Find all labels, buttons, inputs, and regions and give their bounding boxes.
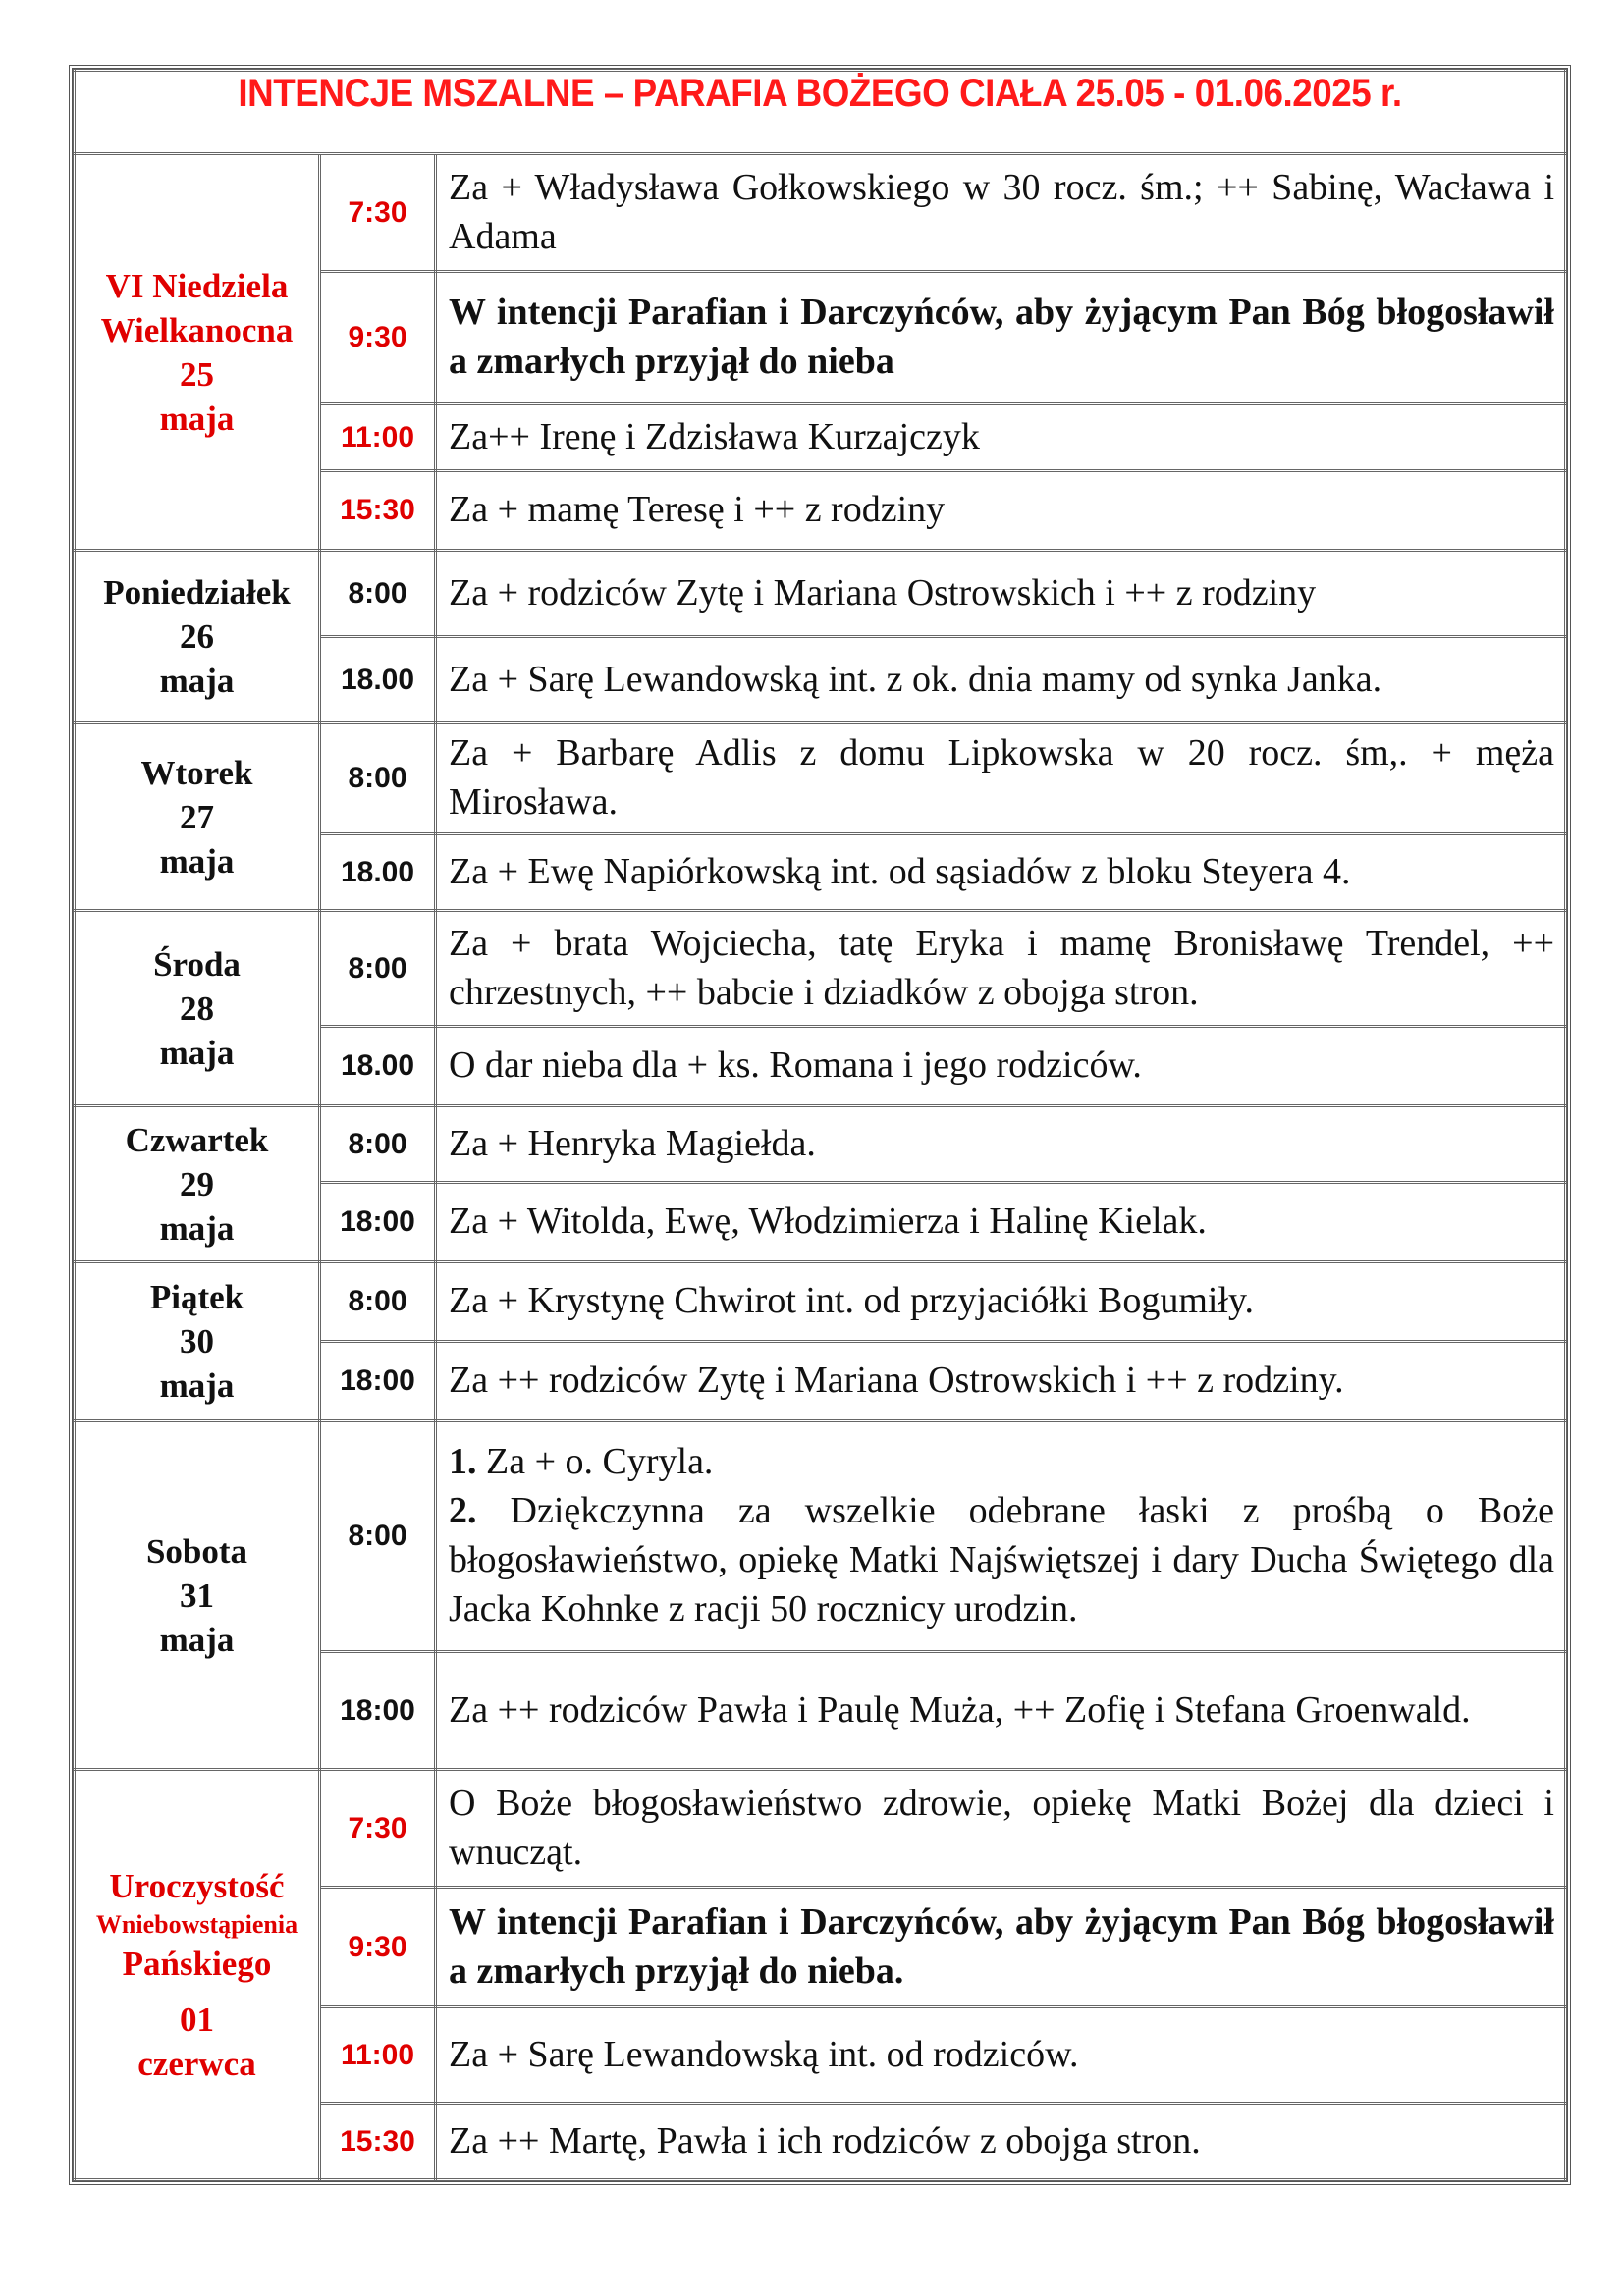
table-row [75, 1106, 1566, 1183]
intention-item [449, 1486, 1554, 1633]
mass-time: 7:30 [320, 154, 436, 272]
mass-intention: Za + mamę Teresę i ++ z rodziny [436, 471, 1566, 551]
mass-intention: Za + Krystynę Chwirot int. od przyjaciółki Bogumiły. [436, 1262, 1566, 1342]
item-text: Dziękczynna za wszelkie odebrane łaski z prośbą o Boże błogosławieństwo, opiekę Matki Najświętszej i dary Ducha Świętego dla Jacka Kohnke z racji 50 rocznicy urodzin. [449, 1490, 1554, 1629]
day-label: Wielkanocna [100, 310, 294, 349]
title-cell [75, 71, 1566, 154]
day-date: 25 [180, 354, 214, 394]
mass-intention: O dar nieba dla + ks. Romana i jego rodziców. [436, 1027, 1566, 1106]
day-cell-monday [75, 551, 320, 723]
day-date: 31 [180, 1575, 214, 1615]
day-label: Pańskiego [122, 1944, 272, 1983]
day-date: 29 [180, 1164, 214, 1203]
day-label: Środa [153, 944, 241, 984]
day-date: 27 [180, 797, 214, 836]
day-cell-wednesday [75, 911, 320, 1106]
mass-intention: Za + Ewę Napiórkowską int. od sąsiadów z bloku Steyera 4. [436, 834, 1566, 911]
day-month: maja [159, 662, 235, 700]
mass-time: 18:00 [320, 1652, 436, 1770]
day-cell-friday [75, 1262, 320, 1421]
day-month: maja [159, 399, 235, 438]
table-row [75, 154, 1566, 272]
day-label: VI Niedziela [105, 266, 289, 305]
day-label: Poniedziałek [103, 573, 291, 612]
mass-intention: Za + Witolda, Ewę, Włodzimierza i Halinę Kielak. [436, 1183, 1566, 1262]
mass-time: 18:00 [320, 1342, 436, 1421]
mass-time: 7:30 [320, 1770, 436, 1888]
day-date: 28 [180, 988, 214, 1028]
mass-intention: Za ++ rodziców Zytę i Mariana Ostrowskich i ++ z rodziny. [436, 1342, 1566, 1421]
mass-intention: Za + Sarę Lewandowską int. od rodziców. [436, 2007, 1566, 2104]
day-label: Piątek [149, 1278, 244, 1316]
day-month: maja [159, 1033, 235, 1072]
day-cell-saturday [75, 1421, 320, 1770]
mass-time: 8:00 [320, 911, 436, 1027]
day-month: maja [159, 841, 235, 881]
mass-time: 11:00 [320, 2007, 436, 2104]
page-title: INTENCJE MSZALNE – PARAFIA BOŻEGO CIAŁA 25.05 - 01.06.2025 r. [238, 72, 1402, 115]
item-number: 2. [449, 1490, 477, 1531]
mass-time: 8:00 [320, 1106, 436, 1183]
table-row [75, 911, 1566, 1027]
mass-time: 15:30 [320, 2104, 436, 2180]
mass-time: 8:00 [320, 1262, 436, 1342]
intention-item [449, 1437, 1554, 1486]
mass-time: 18:00 [320, 1183, 436, 1262]
mass-intention: Za + rodziców Zytę i Mariana Ostrowskich i ++ z rodziny [436, 551, 1566, 637]
mass-time: 11:00 [320, 404, 436, 471]
title-row [75, 71, 1566, 154]
mass-time: 18.00 [320, 834, 436, 911]
mass-time: 8:00 [320, 723, 436, 834]
table-row [75, 1421, 1566, 1652]
day-cell-sunday [75, 154, 320, 551]
mass-intention: W intencji Parafian i Darczyńców, aby żyjącym Pan Bóg błogosławił a zmarłych przyjął do nieba. [436, 1888, 1566, 2007]
day-cell-tuesday [75, 723, 320, 911]
mass-intention: Za++ Irenę i Zdzisława Kurzajczyk [436, 404, 1566, 471]
mass-intentions-table [73, 69, 1567, 2181]
table-row [75, 551, 1566, 637]
day-date: 30 [180, 1322, 214, 1361]
mass-intention: Za + Władysława Gołkowskiego w 30 rocz. śm.; ++ Sabinę, Wacława i Adama [436, 154, 1566, 272]
day-date: 01 [180, 2000, 214, 2039]
mass-time: 8:00 [320, 551, 436, 637]
mass-time: 18.00 [320, 1027, 436, 1106]
mass-intention: Za + Sarę Lewandowską int. z ok. dnia mamy od synka Janka. [436, 637, 1566, 723]
mass-intention: O Boże błogosławieństwo zdrowie, opiekę Matki Bożej dla dzieci i wnucząt. [436, 1770, 1566, 1888]
table-row [75, 723, 1566, 834]
day-month: maja [159, 1208, 235, 1248]
mass-time: 8:00 [320, 1421, 436, 1652]
spacer [76, 1986, 318, 1998]
mass-intention: Za ++ rodziców Pawła i Paulę Muża, ++ Zofię i Stefana Groenwald. [436, 1652, 1566, 1770]
mass-intention: Za + brata Wojciecha, tatę Eryka i mamę Bronisławę Trendel, ++ chrzestnych, ++ babcie i dziadków z obojga stron. [436, 911, 1566, 1027]
item-number: 1. [449, 1441, 477, 1482]
day-label: Uroczystość [109, 1866, 285, 1905]
day-label: Wtorek [140, 753, 253, 792]
day-label: Czwartek [125, 1120, 269, 1159]
day-label: Wniebowstąpienia [95, 1909, 298, 1939]
mass-intention: Za + Henryka Magiełda. [436, 1106, 1566, 1183]
day-label: Sobota [145, 1531, 248, 1571]
mass-time: 9:30 [320, 1888, 436, 2007]
day-month: maja [159, 1620, 235, 1659]
day-month: maja [159, 1366, 235, 1405]
mass-intention-list [436, 1421, 1566, 1652]
day-month: czerwca [137, 2044, 256, 2083]
day-cell-ascension [75, 1770, 320, 2180]
mass-intention: Za ++ Martę, Pawła i ich rodziców z obojga stron. [436, 2104, 1566, 2180]
mass-time: 18.00 [320, 637, 436, 723]
table-row [75, 1262, 1566, 1342]
schedule-frame [69, 65, 1571, 2185]
item-text: Za + o. Cyryla. [486, 1441, 714, 1482]
mass-intention: W intencji Parafian i Darczyńców, aby żyjącym Pan Bóg błogosławił a zmarłych przyjął do nieba [436, 272, 1566, 404]
day-date: 26 [180, 617, 214, 656]
mass-intention: Za + Barbarę Adlis z domu Lipkowska w 20 rocz. śm,. + męża Mirosława. [436, 723, 1566, 834]
mass-time: 15:30 [320, 471, 436, 551]
mass-time: 9:30 [320, 272, 436, 404]
table-row [75, 1770, 1566, 1888]
day-cell-thursday [75, 1106, 320, 1262]
